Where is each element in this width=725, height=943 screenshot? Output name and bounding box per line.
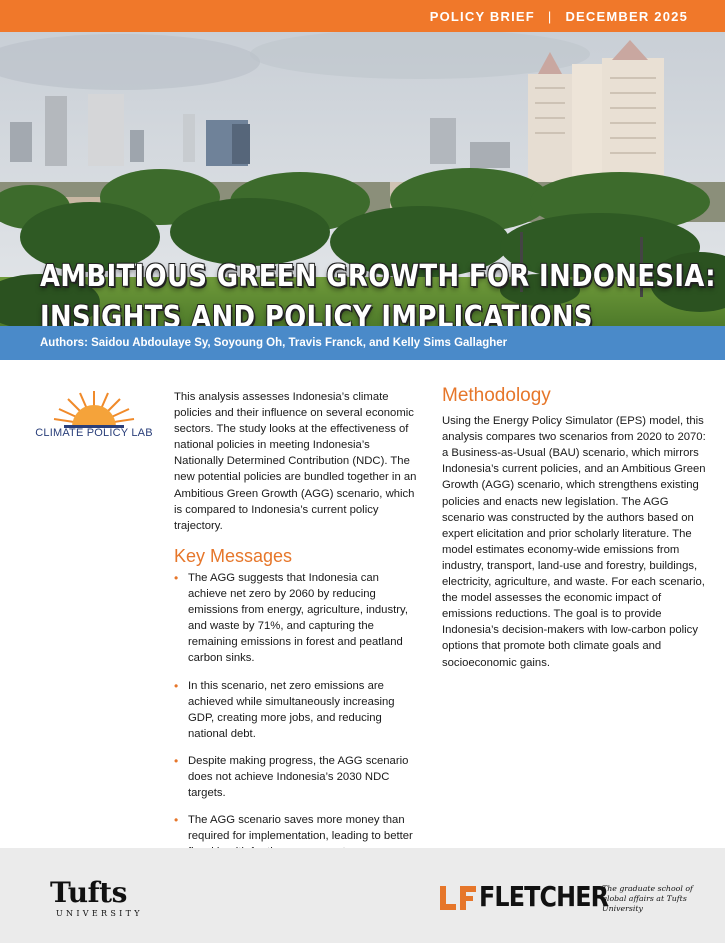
list-item: • The AGG suggests that Indonesia can achieve net zero by 2060 by reducing emissions from energy, agriculture, industry, and waste by 71%, and capturing the remaining emissions in forest and peatland carbon sinks.: [174, 570, 419, 667]
footer: [0, 848, 725, 943]
header-separator: |: [547, 8, 553, 24]
methodology-heading: Methodology: [442, 385, 551, 406]
authors-text: Authors: Saidou Abdoulaye Sy, Soyoung Oh, Travis Franck, and Kelly Sims Gallagher: [40, 337, 508, 349]
hero-image: [0, 32, 725, 326]
tufts-subtitle: UNIVERSITY: [56, 909, 143, 918]
left-column: [174, 389, 419, 871]
fletcher-tagline: The graduate school of global affairs at Tufts University: [602, 884, 693, 913]
list-item: • In this scenario, net zero emissions are achieved while simultaneously increasing GDP, creating more jobs, and reducing national debt.: [174, 678, 419, 742]
climate-policy-lab-logo: [24, 387, 164, 447]
key-messages-list: [174, 570, 419, 861]
list-item: • The AGG scenario saves more money than required for implementation, leading to better: [174, 812, 419, 860]
fletcher-mark-icon: [440, 882, 476, 912]
doc-type-label: POLICY BRIEF: [429, 8, 535, 24]
logo-text: CLIMATE POLICY LAB: [35, 427, 153, 439]
list-item: • Despite making progress, the AGG scenario does not achieve Indonesia’s 2030 NDC targets.: [174, 753, 419, 801]
methodology-paragraph: Using the Energy Policy Simulator (EPS) model, this analysis compares two scenarios from 2020 to 2070: a Business-as-Usual (BAU) scenario, which mirrors Indonesia’s current policies, and an Ambitious Green Growth (AGG) scenario, which strengthens existing policies and enacts new legislation. The AGG scenario was constructed by the authors based on expert elicitation and prior scholarly literature. The model estimates economy-wide emissions from industry, transport, land-use and forestry, buildings, electricity, agriculture, and waste. For each scenario, the model assesses the economic impact of emissions reductions. The goal is to provide Indonesia’s decision-makers with low-carbon policy options that promote both climate goals and socioeconomic gains.: [442, 415, 706, 669]
title-line-2: INSIGHTS AND POLICY IMPLICATIONS: [40, 300, 593, 326]
page-title: [40, 256, 720, 326]
tufts-logo: Tufts: [50, 876, 127, 909]
right-column: [442, 385, 710, 671]
intro-paragraph: This analysis assesses Indonesia’s climate policies and their influence on several economic sectors. The study looks at the effectiveness of national policies in meeting Indonesia’s Nationally Determined Contribution (NDC). The new potential policies are bundled together in an Ambitious Green Growth (AGG) scenario, which is compared to Indonesia’s current policy trajectory.: [174, 391, 417, 532]
authors-bar: [0, 326, 725, 360]
key-messages-heading: Key Messages: [174, 545, 293, 566]
top-banner: [0, 0, 725, 32]
sunrise-icon: [24, 387, 164, 431]
date-label: DECEMBER 2025: [565, 8, 688, 24]
fletcher-logo: FLETCHER: [479, 880, 609, 913]
title-line-1: AMBITIOUS GREEN GROWTH FOR INDONESIA:: [40, 259, 717, 294]
